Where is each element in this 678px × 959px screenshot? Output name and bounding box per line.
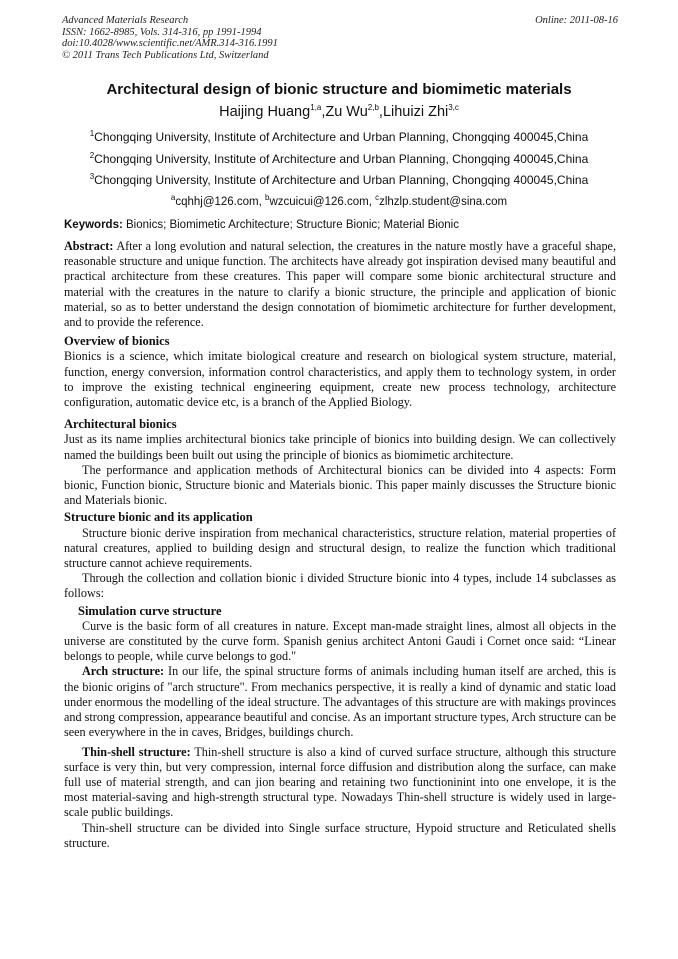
author-name: Zu Wu (325, 104, 368, 120)
section-heading-overview: Overview of bionics (64, 334, 170, 349)
abstract-paragraph (64, 239, 616, 330)
author-name: Haijing Huang (219, 104, 311, 120)
email-sup: c (375, 193, 380, 203)
affiliation-1 (30, 130, 648, 145)
keywords-label: Keywords: (64, 219, 123, 231)
email-text: wzcuicui@126.com, (269, 196, 376, 208)
affiliation-text: Chongqing University, Institute of Architecture and Urban Planning, Chongqing 400045,China (94, 130, 589, 144)
email-text: cqhhj@126.com, (175, 196, 265, 208)
section-heading-structure-bionic: Structure bionic and its application (64, 510, 253, 525)
abstract-label: Abstract: (64, 239, 114, 253)
issn-line: ISSN: 1662-8985, Vols. 314-316, pp 1991-1994 (62, 26, 262, 38)
arch-structure-text: In our life, the spinal structure forms of animals including human itself are arched, this is the bionic origins of "arch structure". From mechanics perspective, it is really a kind of dynamic and static load under enormous the modelling of the ideal structure. The advantages of this structure are with makings provinces and strong compression, appearance beautiful and concise. As an important structure types, Arch structure can be seen everywhere in the in caves, Bridges, buildings church. (64, 664, 617, 740)
structure-bionic-paragraph-1: Structure bionic derive inspiration from mechanical characteristics, structure relation, material properties of natural creatures, applied to building design and structural design, to realize the function which traditional structure cannot achieve requirements. (64, 525, 616, 571)
paper-title: Architectural design of bionic structure and biomimetic materials (106, 81, 572, 98)
affiliation-sup: 1 (89, 129, 95, 138)
thin-shell-types-paragraph: Thin-shell structure can be divided into Single surface structure, Hypoid structure and Reticulated shells structure. (64, 820, 616, 850)
copyright-line: © 2011 Trans Tech Publications Ltd, Switzerland (62, 49, 269, 61)
simulation-curve-paragraph: Curve is the basic form of all creatures in nature. Except man-made straight lines, almost all objects in the universe are constituted by the curve form. Spanish genius architect Antoni Gaudi i Cornet once said: “Linear belongs to people, while curve belongs to god." (64, 618, 616, 664)
arch-structure-paragraph (64, 664, 616, 740)
paper-body (64, 239, 616, 851)
subsection-heading-simulation-curve: Simulation curve structure (78, 603, 222, 618)
author-list (40, 103, 638, 121)
doi-line: doi:10.4028/www.scientific.net/AMR.314-316.1991 (62, 38, 278, 49)
structure-bionic-paragraph-2: Through the collection and collation bionic i divided Structure bionic into 4 types, include 14 subclasses as follows: (64, 571, 616, 601)
email-list (30, 195, 648, 210)
thin-shell-text: Thin-shell structure is also a kind of curved surface structure, although this structure surface is very thin, but very compression, internal force diffusion and distribution along the surface, can make full use of material strength, and can jion bearing and retaining two functioninint into one envelope, it is the most material-saving and high-strength structural type. Nowadays Thin-shell structure is widely used in large-scale public buildings. (64, 744, 616, 820)
email-sup: b (265, 193, 270, 203)
section-heading-architectural-bionics: Architectural bionics (64, 417, 177, 432)
arch-bionics-paragraph-2: The performance and application methods of Architectural bionics can be divided into 4 aspects: Form bionic, Function bionic, Structure bionic and Materials bionic. This paper mainly discusses the Structure bionic and Materials bionic. (64, 462, 616, 508)
affiliation-sup: 2 (89, 151, 95, 160)
keywords-text: Bionics; Biomimetic Architecture; Structure Bionic; Material Bionic (122, 219, 459, 231)
affiliation-text: Chongqing University, Institute of Architecture and Urban Planning, Chongqing 400045,China (94, 173, 589, 187)
online-date: Online: 2011-08-16 (535, 15, 618, 26)
author-name: Lihuizi Zhi (382, 104, 449, 120)
journal-header (62, 15, 618, 61)
affiliation-sup: 3 (89, 172, 95, 181)
email-sup: a (170, 193, 176, 203)
overview-paragraph: Bionics is a science, which imitate biological creature and research on biological system structure, material, function, energy conversion, information control characteristics, and apply them to technology system, in order to improve the existing technical engineering equipment, create new process technology, architecture configuration, automatic device etc, is a branch of the Applied Biology. (64, 349, 616, 410)
email-text: zlhzlp.student@sina.com (379, 196, 508, 208)
author-sup: 3,c (448, 103, 459, 113)
arch-bionics-paragraph-1: Just as its name implies architectural bionics take principle of bionics into building design. We can collectively named the buildings been built out using the principle of bionics as biomimetic architecture. (64, 432, 616, 462)
affiliation-3 (30, 173, 648, 188)
thin-shell-paragraph (64, 745, 616, 821)
author-sep: , (378, 104, 383, 120)
thin-shell-label: Thin-shell structure: (82, 744, 191, 759)
author-sup: 2,b (367, 103, 379, 113)
abstract-text: After a long evolution and natural selection, the creatures in the nature mostly have a graceful shape, reasonable structure and unique function. The architects have already got inspiration devised many beautiful and practical architecture from these creatures. This paper will compare some bionic architectural structure and material with the creatures in the nature to clarify a bionic structure, the principle and application of bionic material, so as to better understand the design connotation of biomimetic architecture for further development, and to provide the reference. (64, 239, 616, 330)
affiliation-2 (30, 152, 648, 167)
journal-name: Advanced Materials Research (62, 15, 189, 26)
author-sup: 1,a (310, 103, 322, 113)
arch-structure-label: Arch structure: (82, 664, 165, 679)
affiliation-text: Chongqing University, Institute of Architecture and Urban Planning, Chongqing 400045,China (94, 152, 589, 166)
author-sep: , (321, 104, 326, 120)
keywords (64, 218, 616, 233)
